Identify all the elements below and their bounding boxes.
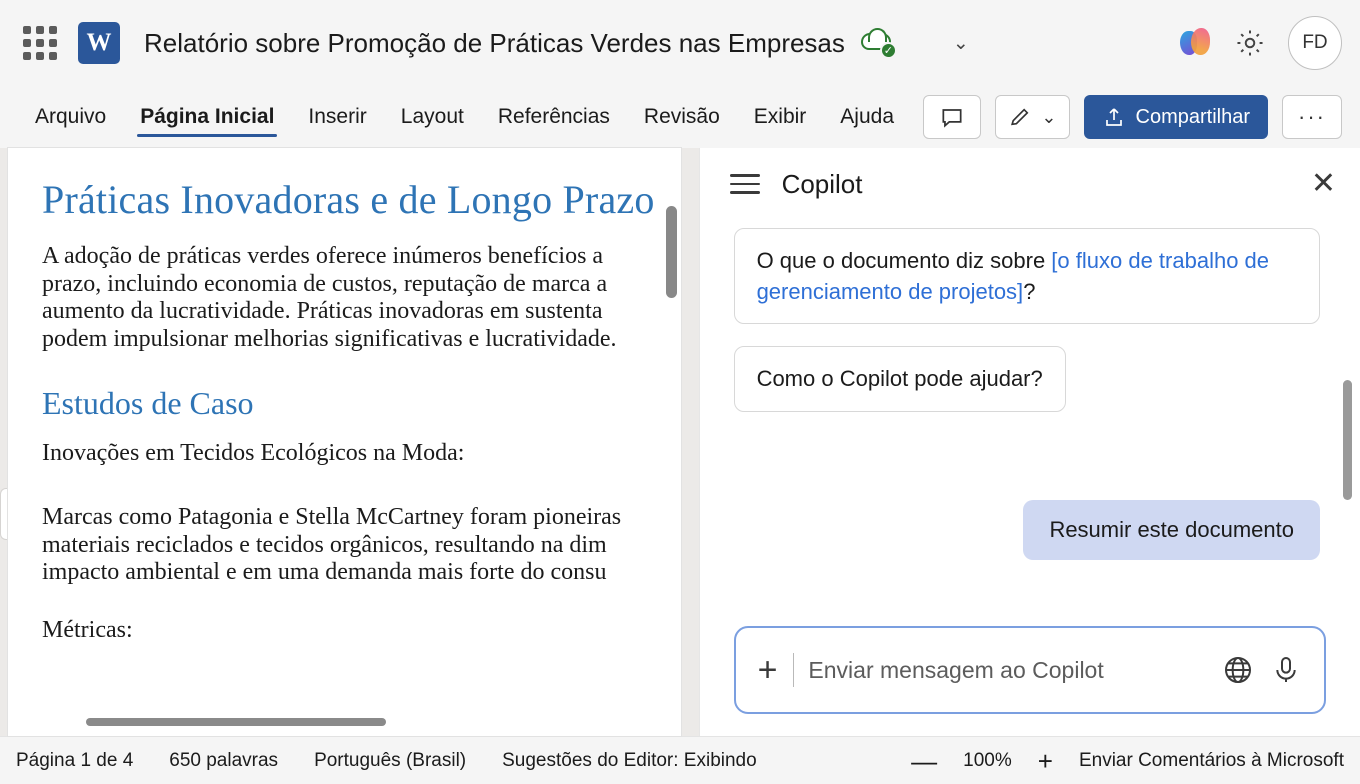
gear-icon[interactable] — [1234, 27, 1266, 59]
document-horizontal-scrollbar-track[interactable] — [8, 714, 681, 730]
copilot-pane — [699, 148, 1360, 736]
copilot-suggestion-1-link[interactable]: [o fluxo de trabalho de gerenciamento de projetos] — [756, 248, 1270, 305]
copilot-title: Copilot — [781, 168, 863, 199]
tab-referencias[interactable]: Referências — [497, 105, 610, 128]
status-editor-suggestions[interactable]: Sugestões do Editor: Exibindo — [502, 749, 757, 771]
workspace — [0, 148, 1360, 736]
ribbon-tabs — [18, 95, 911, 139]
document-paragraph-2: Inovações em Tecidos Ecológicos na Moda: — [42, 440, 465, 467]
document-paragraph-1-line-3: aumento da lucratividade. Práticas inovadoras em sustenta — [42, 298, 603, 325]
document-paragraph-3-line-2: materiais reciclados e tecidos orgânicos, resultando na dim — [42, 531, 607, 558]
copilot-user-message: Resumir este documento — [1023, 500, 1320, 560]
globe-icon[interactable] — [1222, 654, 1254, 686]
copilot-vertical-scrollbar[interactable] — [1343, 380, 1352, 500]
editing-mode-button[interactable] — [995, 95, 1069, 139]
document-pane — [0, 148, 699, 736]
microphone-icon[interactable] — [1270, 654, 1302, 686]
copilot-suggestion-1-suffix: ? — [1023, 279, 1036, 305]
app-launcher-icon[interactable] — [18, 21, 62, 65]
document-heading-1: Práticas Inovadoras e de Longo Prazo — [42, 177, 655, 222]
tab-pagina-inicial[interactable]: Página Inicial — [123, 95, 291, 139]
zoom-in-button[interactable]: + — [1037, 745, 1053, 776]
tab-inserir[interactable]: Inserir — [308, 105, 367, 128]
copilot-conversation[interactable] — [700, 220, 1360, 626]
document-content — [8, 176, 681, 650]
tab-layout[interactable]: Layout — [400, 105, 464, 128]
tab-arquivo[interactable]: Arquivo — [35, 105, 107, 128]
title-bar — [0, 0, 1360, 86]
document-paragraph-4: Métricas: — [42, 616, 133, 643]
avatar[interactable]: FD — [1288, 16, 1342, 70]
status-bar — [0, 736, 1360, 784]
document-paragraph-3-line-3: impacto ambiental e em uma demanda mais forte do consu — [42, 559, 607, 586]
status-page-info[interactable]: Página 1 de 4 — [16, 749, 134, 771]
document-heading-2: Estudos de Caso — [42, 385, 254, 422]
zoom-out-button[interactable]: — — [911, 745, 938, 776]
add-attachment-icon[interactable]: + — [757, 651, 778, 689]
comments-button[interactable] — [923, 95, 981, 139]
send-feedback-link[interactable]: Enviar Comentários à Microsoft — [1078, 749, 1344, 771]
document-vertical-scrollbar[interactable] — [666, 206, 677, 298]
share-button-label: Compartilhar — [1135, 105, 1250, 128]
tab-ajuda[interactable]: Ajuda — [840, 105, 895, 128]
status-language[interactable]: Português (Brasil) — [314, 749, 467, 771]
more-options-button[interactable]: ··· — [1282, 95, 1342, 139]
copilot-suggestion-1-prefix: O que o documento diz sobre — [756, 248, 1052, 273]
document-paragraph-1-line-4: podem impulsionar melhorias significativas e lucratividade. — [42, 325, 617, 352]
document-title[interactable]: Relatório sobre Promoção de Práticas Verdes nas Empresas — [144, 27, 845, 58]
tab-exibir[interactable]: Exibir — [753, 105, 807, 128]
copilot-header — [700, 148, 1360, 220]
word-app-icon-letter: W — [86, 29, 112, 56]
save-check-glyph: ✓ — [880, 42, 897, 59]
document-page[interactable] — [8, 148, 681, 736]
chevron-down-icon: ⌄ — [1041, 106, 1057, 127]
copilot-composer[interactable] — [734, 626, 1326, 714]
hamburger-icon[interactable] — [730, 174, 760, 194]
save-status-icon[interactable] — [861, 29, 895, 57]
copilot-icon[interactable] — [1178, 26, 1212, 60]
ribbon-actions — [923, 95, 1342, 139]
close-icon[interactable]: ✕ — [1310, 167, 1336, 200]
document-horizontal-scrollbar[interactable] — [86, 718, 386, 726]
tab-revisao[interactable]: Revisão — [643, 105, 720, 128]
title-bar-actions — [1178, 16, 1342, 70]
chevron-down-icon[interactable]: ⌄ — [952, 32, 969, 54]
document-paragraph-1-line-1: A adoção de práticas verdes oferece inúmeros benefícios a — [42, 243, 604, 269]
word-app-icon — [78, 22, 120, 64]
zoom-level[interactable]: 100% — [963, 749, 1012, 771]
ribbon-tab-bar — [0, 86, 1360, 148]
document-paragraph-3-line-1: Marcas como Patagonia e Stella McCartney foram pioneiras — [42, 503, 622, 530]
status-word-count[interactable]: 650 palavras — [169, 749, 279, 771]
copilot-suggestion-2[interactable]: Como o Copilot pode ajudar? — [734, 346, 1066, 411]
copilot-suggestion-1[interactable] — [734, 228, 1320, 324]
status-bar-right — [911, 745, 1344, 776]
document-paragraph-1-line-2: prazo, incluindo economia de custos, reputação de marca a — [42, 270, 608, 297]
share-button[interactable] — [1084, 95, 1268, 139]
copilot-message-input[interactable] — [793, 653, 1206, 687]
